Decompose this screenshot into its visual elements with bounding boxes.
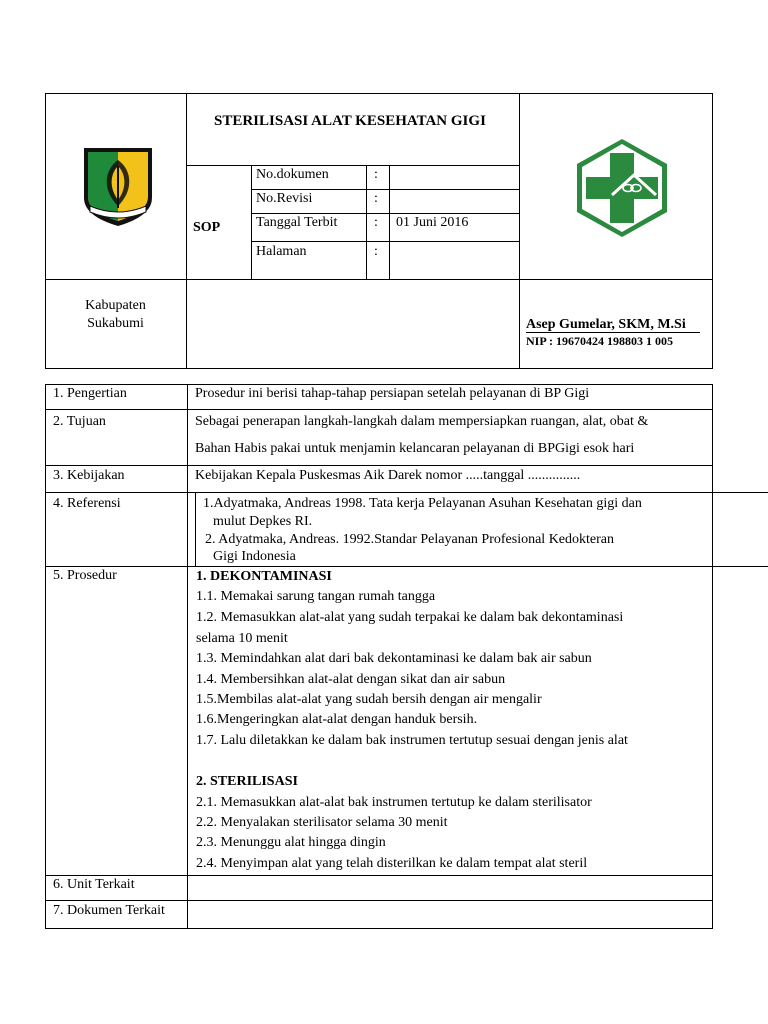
prosedur-step: 2.3. Menunggu alat hingga dingin — [196, 835, 386, 850]
row-label-prosedur: 5. Prosedur — [53, 568, 117, 583]
signer-nip: NIP : 19670424 198803 1 005 — [526, 334, 673, 348]
divider — [195, 492, 196, 566]
divider — [251, 165, 252, 279]
divider — [251, 189, 519, 190]
divider — [251, 213, 519, 214]
meta-label-no-dokumen: No.dokumen — [256, 167, 329, 182]
kabupaten-crest-icon — [82, 146, 154, 228]
meta-value-tanggal-terbit: 01 Juni 2016 — [396, 215, 469, 230]
row-label-tujuan: 2. Tujuan — [53, 414, 106, 429]
row-label-pengertian: 1. Pengertian — [53, 386, 127, 401]
kebijakan-text: Kebijakan Kepala Puskesmas Aik Darek nomor .....tanggal ............... — [195, 468, 581, 483]
prosedur-section-2-title: 2. STERILISASI — [196, 774, 298, 789]
referensi-line-3: 2. Adyatmaka, Andreas. 1992.Standar Pelayanan Profesional Kedokteran — [205, 532, 615, 547]
tujuan-text-line-1: Sebagai penerapan langkah-langkah dalam mempersiapkan ruangan, alat, obat & — [195, 414, 649, 429]
prosedur-step: 1.4. Membersihkan alat-alat dengan sikat dan air sabun — [196, 672, 506, 687]
row-label-kebijakan: 3. Kebijakan — [53, 468, 125, 483]
region-line-1: Kabupaten — [85, 298, 146, 313]
tujuan-text-line-2: Bahan Habis pakai untuk menjamin kelancaran pelayanan di BPGigi esok hari — [195, 441, 635, 456]
divider — [45, 465, 713, 466]
prosedur-step: 1.7. Lalu diletakkan ke dalam bak instrumen tertutup sesuai dengan jenis alat — [196, 733, 628, 748]
divider — [45, 900, 713, 901]
divider — [186, 165, 519, 166]
prosedur-step: 2.4. Menyimpan alat yang telah disterilkan ke dalam tempat alat steril — [196, 856, 588, 871]
referensi-line-1: 1.Adyatmaka, Andreas 1998. Tata kerja Pelayanan Asuhan Kesehatan gigi dan — [203, 496, 642, 511]
prosedur-section-1-title: 1. DEKONTAMINASI — [196, 569, 332, 584]
prosedur-step: 1.2. Memasukkan alat-alat yang sudah terpakai ke dalam bak dekontaminasi — [196, 610, 624, 625]
prosedur-step: 1.5.Membilas alat-alat yang sudah bersih dengan air mengalir — [196, 692, 542, 707]
puskesmas-cross-icon — [572, 137, 672, 239]
divider — [45, 409, 713, 410]
row-label-dokumen-terkait: 7. Dokumen Terkait — [53, 903, 165, 918]
meta-colon: : — [374, 167, 378, 182]
pengertian-text: Prosedur ini berisi tahap-tahap persiapan setelah pelayanan di BP Gigi — [195, 386, 590, 401]
meta-label-no-revisi: No.Revisi — [256, 191, 313, 206]
divider — [186, 93, 187, 369]
document-title: STERILISASI ALAT KESEHATAN GIGI — [214, 113, 486, 129]
meta-colon: : — [374, 191, 378, 206]
divider — [251, 241, 519, 242]
prosedur-step: 1.3. Memindahkan alat dari bak dekontaminasi ke dalam bak air sabun — [196, 651, 592, 666]
signer-name: Asep Gumelar, SKM, M.Si — [526, 317, 686, 332]
divider — [45, 492, 768, 493]
row-label-referensi: 4. Referensi — [53, 496, 121, 511]
divider — [389, 165, 390, 279]
meta-label-halaman: Halaman — [256, 244, 307, 259]
divider — [366, 165, 367, 279]
divider — [45, 279, 713, 280]
divider — [45, 875, 713, 876]
meta-colon: : — [374, 215, 378, 230]
sop-label: SOP — [193, 220, 221, 235]
row-label-unit-terkait: 6. Unit Terkait — [53, 877, 135, 892]
divider — [45, 566, 768, 567]
prosedur-step: 1.1. Memakai sarung tangan rumah tangga — [196, 589, 436, 604]
region-line-2: Sukabumi — [87, 316, 144, 331]
meta-colon: : — [374, 244, 378, 259]
referensi-line-2: mulut Depkes RI. — [213, 514, 313, 529]
prosedur-step: 1.6.Mengeringkan alat-alat dengan handuk bersih. — [196, 712, 478, 727]
meta-label-tanggal-terbit: Tanggal Terbit — [256, 215, 338, 230]
divider — [519, 93, 520, 369]
prosedur-step: selama 10 menit — [196, 631, 288, 646]
referensi-line-4: Gigi Indonesia — [213, 549, 296, 564]
prosedur-step: 2.2. Menyalakan sterilisator selama 30 menit — [196, 815, 448, 830]
prosedur-step: 2.1. Memasukkan alat-alat bak instrumen tertutup ke dalam sterilisator — [196, 795, 592, 810]
